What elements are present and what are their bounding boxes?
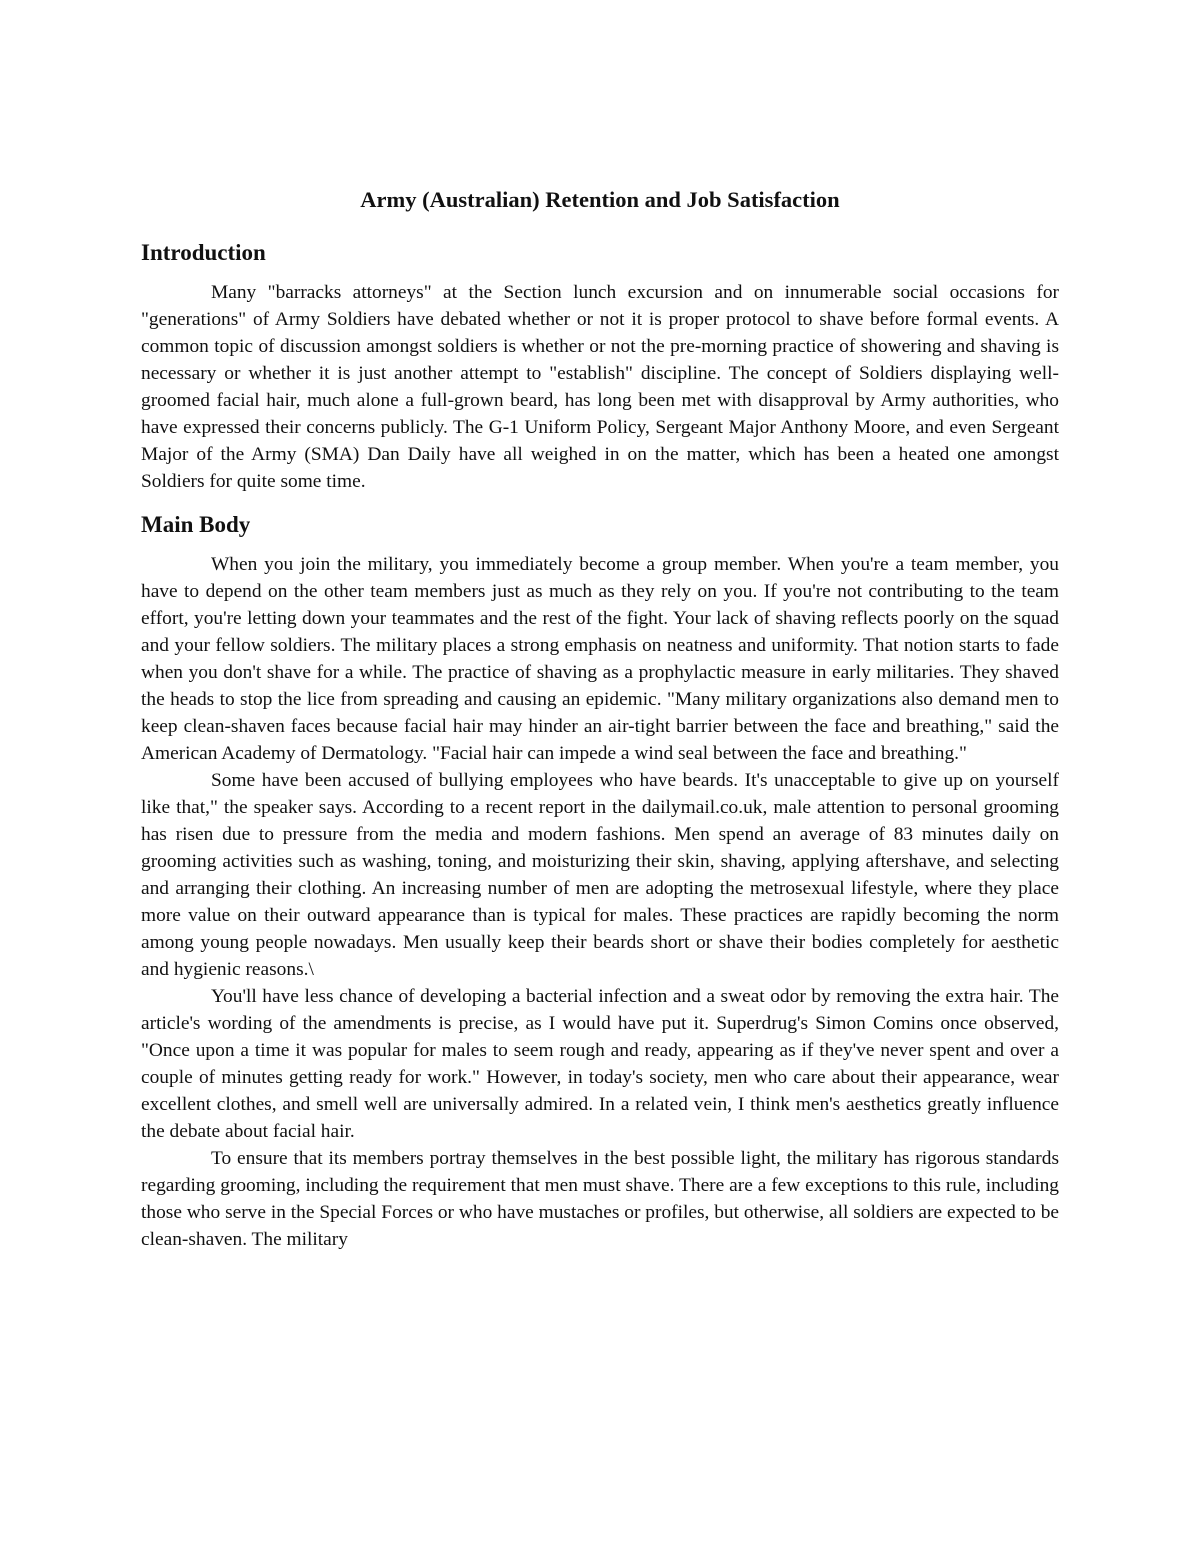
document-body [141, 183, 1059, 1253]
section-heading-main-body: Main Body [141, 512, 251, 537]
main-body-paragraph-2: Some have been accused of bullying employees who have beards. It's unacceptable to give up on yourself like that," the speaker says. According to a recent report in the dailymail.co.uk, male attention to personal grooming has risen due to pressure from the media and modern fashions. Men spend an average of 83 minutes daily on grooming activities such as washing, toning, and moisturizing their skin, shaving, applying aftershave, and selecting and arranging their clothing. An increasing number of men are adopting the metrosexual lifestyle, where they place more value on their outward appearance than is typical for males. These practices are rapidly becoming the norm among young people nowadays. Men usually keep their beards short or shave their bodies completely for aesthetic and hygienic reasons.\ [141, 770, 1059, 980]
main-body-paragraph-4: To ensure that its members portray themselves in the best possible light, the military has rigorous standards regarding grooming, including the requirement that men must shave. There are a few exceptions to this rule, including those who serve in the Special Forces or who have mustaches or profiles, but otherwise, all soldiers are expected to be clean-shaven. The military [141, 1148, 1059, 1250]
document-title: Army (Australian) Retention and Job Satisfaction [360, 187, 840, 212]
section-heading-introduction: Introduction [141, 240, 266, 265]
main-body-paragraph-1: When you join the military, you immediately become a group member. When you're a team member, you have to depend on the other team members just as much as they rely on you. If you're not contributing to the team effort, you're letting down your teammates and the rest of the fight. Your lack of shaving reflects poorly on the squad and your fellow soldiers. The military places a strong emphasis on neatness and uniformity. That notion starts to fade when you don't shave for a while. The practice of shaving as a prophylactic measure in early militaries. They shaved the heads to stop the lice from spreading and causing an epidemic. "Many military organizations also demand men to keep clean-shaven faces because facial hair may hinder an air-tight barrier between the face and breathing," said the American Academy of Dermatology. "Facial hair can impede a wind seal between the face and breathing." [141, 554, 1059, 764]
main-body-paragraph-3: You'll have less chance of developing a bacterial infection and a sweat odor by removing the extra hair. The article's wording of the amendments is precise, as I would have put it. Superdrug's Simon Comins once observed, "Once upon a time it was popular for males to seem rough and ready, appearing as if they've never spent and over a couple of minutes getting ready for work." However, in today's society, men who care about their appearance, wear excellent clothes, and smell well are universally admired. In a related vein, I think men's aesthetics greatly influence the debate about facial hair. [141, 986, 1059, 1142]
introduction-paragraph: Many "barracks attorneys" at the Section lunch excursion and on innumerable social occasions for "generations" of Army Soldiers have debated whether or not it is proper protocol to shave before formal events. A common topic of discussion amongst soldiers is whether or not the pre-morning practice of showering and shaving is necessary or whether it is just another attempt to "establish" discipline. The concept of Soldiers displaying well-groomed facial hair, much alone a full-grown beard, has long been met with disapproval by Army authorities, who have expressed their concerns publicly. The G-1 Uniform Policy, Sergeant Major Anthony Moore, and even Sergeant Major of the Army (SMA) Dan Daily have all weighed in on the matter, which has been a heated one amongst Soldiers for quite some time. [141, 282, 1059, 492]
